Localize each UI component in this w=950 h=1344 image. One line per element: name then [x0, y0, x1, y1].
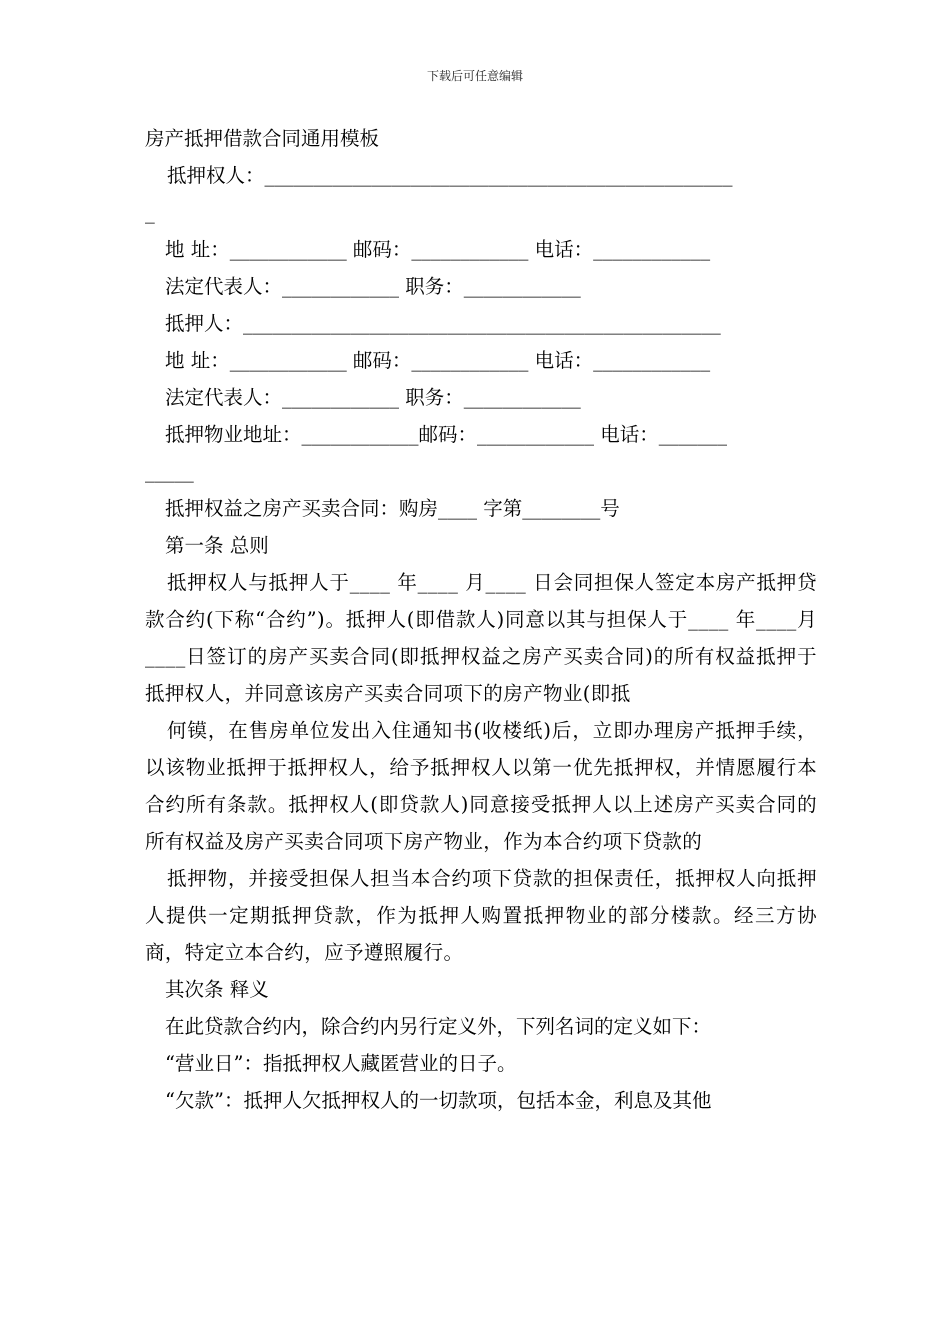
- mortgagee-line-overflow: _: [145, 201, 155, 224]
- article-1-paragraph-2: 何镆，在售房单位发出入住通知书(收楼纸)后，立即办理房产抵押手续，以该物业抵押于抵押权人，给予抵押权人以第一优先抵押权，并情愿履行本合约所有条款。抵押权人(即贷款人)同意接受抵押人以上述房产买卖合同的所有权益及房产买卖合同项下房产物业，作为本合约项下贷款的: [145, 719, 817, 853]
- document-title: 房产抵押借款合同通用模板: [145, 127, 380, 150]
- property-address-line-overflow: _____: [145, 460, 194, 483]
- document-body: [145, 120, 817, 1119]
- article-2-heading: 其次条 释义: [165, 978, 269, 1001]
- mortgagee-address-line: 地 址：____________ 邮码：____________ 电话：____________: [165, 238, 711, 261]
- definition-debt: “欠款”：抵押人欠抵押权人的一切款项，包括本金，利息及其他: [165, 1089, 712, 1112]
- mortgagee-line: 抵押权人：________________________________________________: [167, 164, 733, 187]
- mortgagee-representative-line: 法定代表人：____________ 职务：____________: [165, 275, 581, 298]
- mortgagor-address-line: 地 址：____________ 邮码：____________ 电话：____________: [165, 349, 711, 372]
- article-1-heading: 第一条 总则: [165, 534, 269, 557]
- mortgagor-representative-line: 法定代表人：____________ 职务：____________: [165, 386, 581, 409]
- article-1-paragraph-3: 抵押物，并接受担保人担当本合约项下贷款的担保责任，抵押权人向抵押人提供一定期抵押贷款，作为抵押人购置抵押物业的部分楼款。经三方协商，特定立本合约，应予遵照履行。: [145, 867, 817, 964]
- purchase-contract-line: 抵押权益之房产买卖合同：购房____ 字第________号: [165, 497, 620, 520]
- page-header: 下载后可任意编辑: [426, 69, 523, 83]
- article-1-paragraph-1: 抵押权人与抵押人于____ 年____ 月____ 日会同担保人签定本房产抵押贷款合约(下称“合约”)。抵押人(即借款人)同意以其与担保人于____ 年____月____日签订的房产买卖合同(即抵押权益之房产买卖合同)的所有权益抵押于抵押权人，并同意该房产买卖合同项下的房产物业(即抵: [145, 571, 817, 705]
- mortgagor-line: 抵押人：_________________________________________________: [165, 312, 721, 335]
- definition-business-day: “营业日”：指抵押权人藏匿营业的日子。: [165, 1052, 517, 1075]
- definitions-intro: 在此贷款合约内，除合约内另行定义外，下列名词的定义如下：: [165, 1015, 712, 1038]
- property-address-line: 抵押物业地址：____________邮码：____________ 电话：_______: [165, 423, 727, 446]
